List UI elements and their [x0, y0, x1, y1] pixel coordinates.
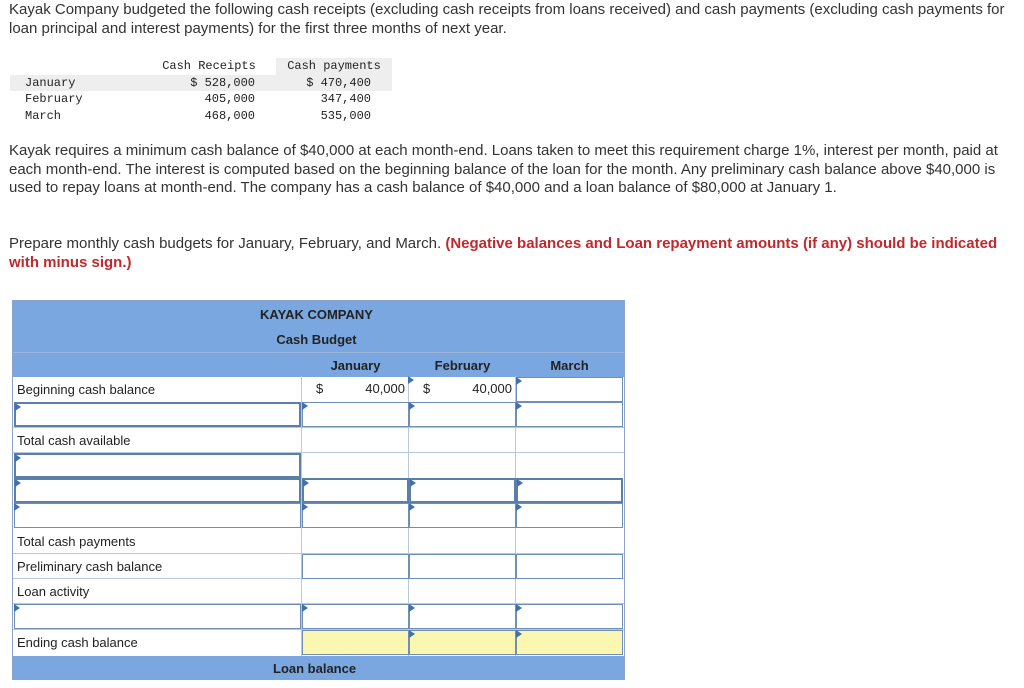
ending-mar-input[interactable] [516, 630, 623, 655]
receipts-label-input[interactable] [14, 402, 301, 427]
col-march: March [550, 358, 589, 373]
ending-feb-input[interactable] [409, 630, 516, 655]
payment-line1-feb-input[interactable] [409, 478, 516, 503]
loan-line-label-input[interactable] [14, 604, 301, 629]
payment-line2-mar-input[interactable] [516, 503, 623, 528]
preliminary-label: Preliminary cash balance [17, 559, 163, 574]
requirement-text: Kayak requires a minimum cash balance of $40,000 at each month-end. Loans taken to meet this requirement charge 1%, interest per month, paid at each month-end. The interest is computed based on the beginning balance of the loan for the month. Any preliminary cash balance above $40,000 is used to repay loans at month-end. The company has a cash balance of $40,000 and a loan balance of $80,000 at January 1. [9, 142, 998, 197]
given-row-january: January $ 528,000 $ 470,400 [10, 75, 392, 92]
preliminary-mar-input[interactable] [516, 554, 623, 579]
problem-intro: Kayak Company budgeted the following cash receipts (excluding cash receipts from loans received) and cash payments (excluding cash payments for loan principal and interest payments) for the first three months of next year. [9, 1, 1005, 37]
given-data-table [10, 58, 392, 124]
receipts-feb-input[interactable] [409, 402, 516, 427]
budget-title: Cash Budget [276, 332, 357, 347]
loan-balance-band [13, 656, 624, 680]
loan-activity-label: Loan activity [17, 584, 90, 599]
preliminary-feb-input[interactable] [409, 554, 516, 579]
ending-cash-label: Ending cash balance [17, 635, 138, 650]
cash-budget-table [12, 300, 625, 680]
payment-line2-label-input[interactable] [14, 503, 301, 528]
ending-jan-input[interactable] [302, 630, 409, 655]
given-row-february: February 405,000 347,400 [25, 92, 371, 106]
col-january: January [330, 358, 381, 373]
receipts-mar-input[interactable] [516, 402, 623, 427]
payment-line1-label-input[interactable] [14, 478, 301, 503]
total-available-label: Total cash available [17, 433, 131, 448]
preliminary-jan-input[interactable] [302, 554, 409, 579]
instruction-main: Prepare monthly cash budgets for January, February, and March. [9, 235, 442, 252]
payment-line2-jan-input[interactable] [302, 503, 409, 528]
beginning-jan-value: $ 40,000 [316, 381, 405, 396]
instruction-note: (Negative balances and Loan repayment amounts (if any) should be indicated with minus sign.) [9, 235, 998, 271]
given-row-march: March 468,000 535,000 [25, 108, 371, 123]
loan-line-feb-input[interactable] [409, 604, 516, 629]
col-february: February [434, 358, 491, 373]
payments-header: Cash payments [276, 58, 392, 75]
payment-line1-mar-input[interactable] [516, 478, 623, 503]
given-header-row [10, 58, 392, 75]
receipts-header: Cash Receipts [162, 59, 256, 73]
loan-balance-label: Loan balance [273, 661, 357, 676]
total-payments-label: Total cash payments [17, 534, 136, 549]
payments-header-input[interactable] [14, 453, 301, 478]
loan-line-jan-input[interactable] [302, 604, 409, 629]
beginning-feb-value: $ 40,000 [409, 377, 516, 402]
payment-line2-feb-input[interactable] [409, 503, 516, 528]
loan-line-mar-input[interactable] [516, 604, 623, 629]
receipts-jan-input[interactable] [302, 402, 409, 427]
column-header-band [13, 352, 624, 377]
company-name: KAYAK COMPANY [260, 307, 373, 322]
payment-line1-jan-input[interactable] [302, 478, 409, 503]
budget-title-band [13, 300, 624, 353]
beginning-cash-label: Beginning cash balance [17, 382, 156, 397]
beginning-mar-input[interactable] [516, 377, 623, 402]
instruction-text [9, 235, 1014, 272]
